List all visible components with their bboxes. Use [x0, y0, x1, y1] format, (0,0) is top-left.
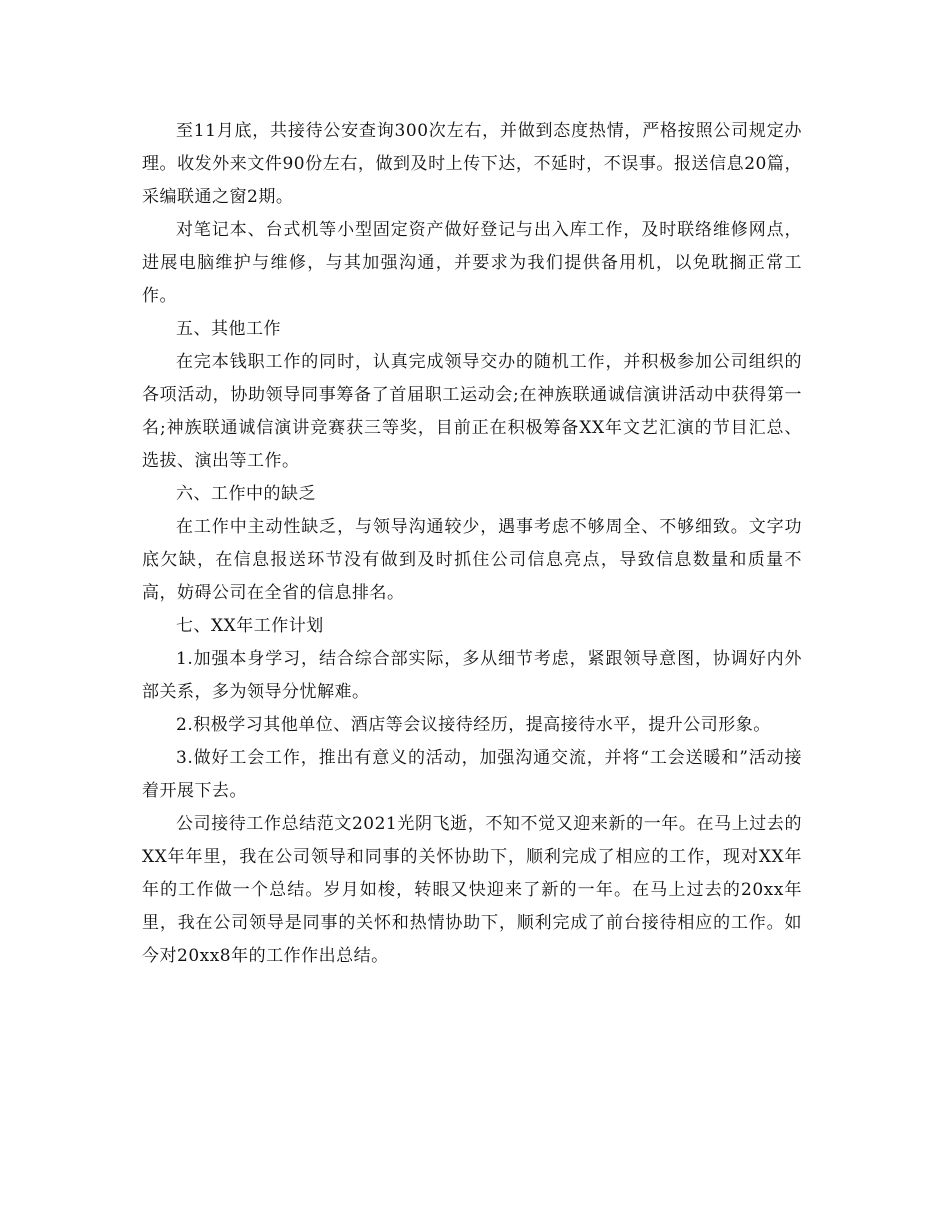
heading-other-work: 五、其他工作 [176, 319, 281, 339]
document-page [142, 115, 802, 973]
paragraph-summary-intro: 公司接待工作总结范文2021光阴飞逝，不知不觉又迎来新的一年。在马上过去的XX年年里，我在公司领导和同事的关怀协助下，顺利完成了相应的工作，现对XX年年的工作做一个总结。岁月如梭，转眼又快迎来了新的一年。在马上过去的20xx年里，我在公司领导是同事的关怀和热情协助下，顺利完成了前台接待相应的工作。如今对20xx8年的工作作出总结。 [142, 814, 802, 966]
paragraph-other-work: 在完本钱职工作的同时，认真完成领导交办的随机工作，并积极参加公司组织的各项活动，协助领导同事筹备了首届职工运动会;在神族联通诚信演讲活动中获得第一名;神族联通诚信演讲竞赛获三等奖，目前正在积极筹备XX年文艺汇演的节目汇总、选拔、演出等工作。 [142, 352, 802, 471]
heading-shortcomings: 六、工作中的缺乏 [176, 484, 316, 504]
plan-item-3: 3.做好工会工作，推出有意义的活动，加强沟通交流，并将“工会送暖和”活动接着开展下去。 [142, 748, 802, 801]
paragraph-reception-stats: 至11月底，共接待公安查询300次左右，并做到态度热情，严格按照公司规定办理。收发外来文件90份左右，做到及时上传下达，不延时，不误事。报送信息20篇，采编联通之窗2期。 [142, 121, 802, 207]
paragraph-asset-management: 对笔记本、台式机等小型固定资产做好登记与出入库工作，及时联络维修网点，进展电脑维护与维修，与其加强沟通，并要求为我们提供备用机，以免耽搁正常工作。 [142, 220, 802, 306]
paragraph-shortcomings: 在工作中主动性缺乏，与领导沟通较少，遇事考虑不够周全、不够细致。文字功底欠缺，在信息报送环节没有做到及时抓住公司信息亮点，导致信息数量和质量不高，妨碍公司在全省的信息排名。 [142, 517, 802, 603]
heading-work-plan: 七、XX年工作计划 [176, 616, 324, 636]
plan-item-2: 2.积极学习其他单位、酒店等会议接待经历，提高接待水平，提升公司形象。 [176, 715, 771, 735]
plan-item-1: 1.加强本身学习，结合综合部实际，多从细节考虑，紧跟领导意图，协调好内外部关系，多为领导分忧解难。 [142, 649, 802, 702]
